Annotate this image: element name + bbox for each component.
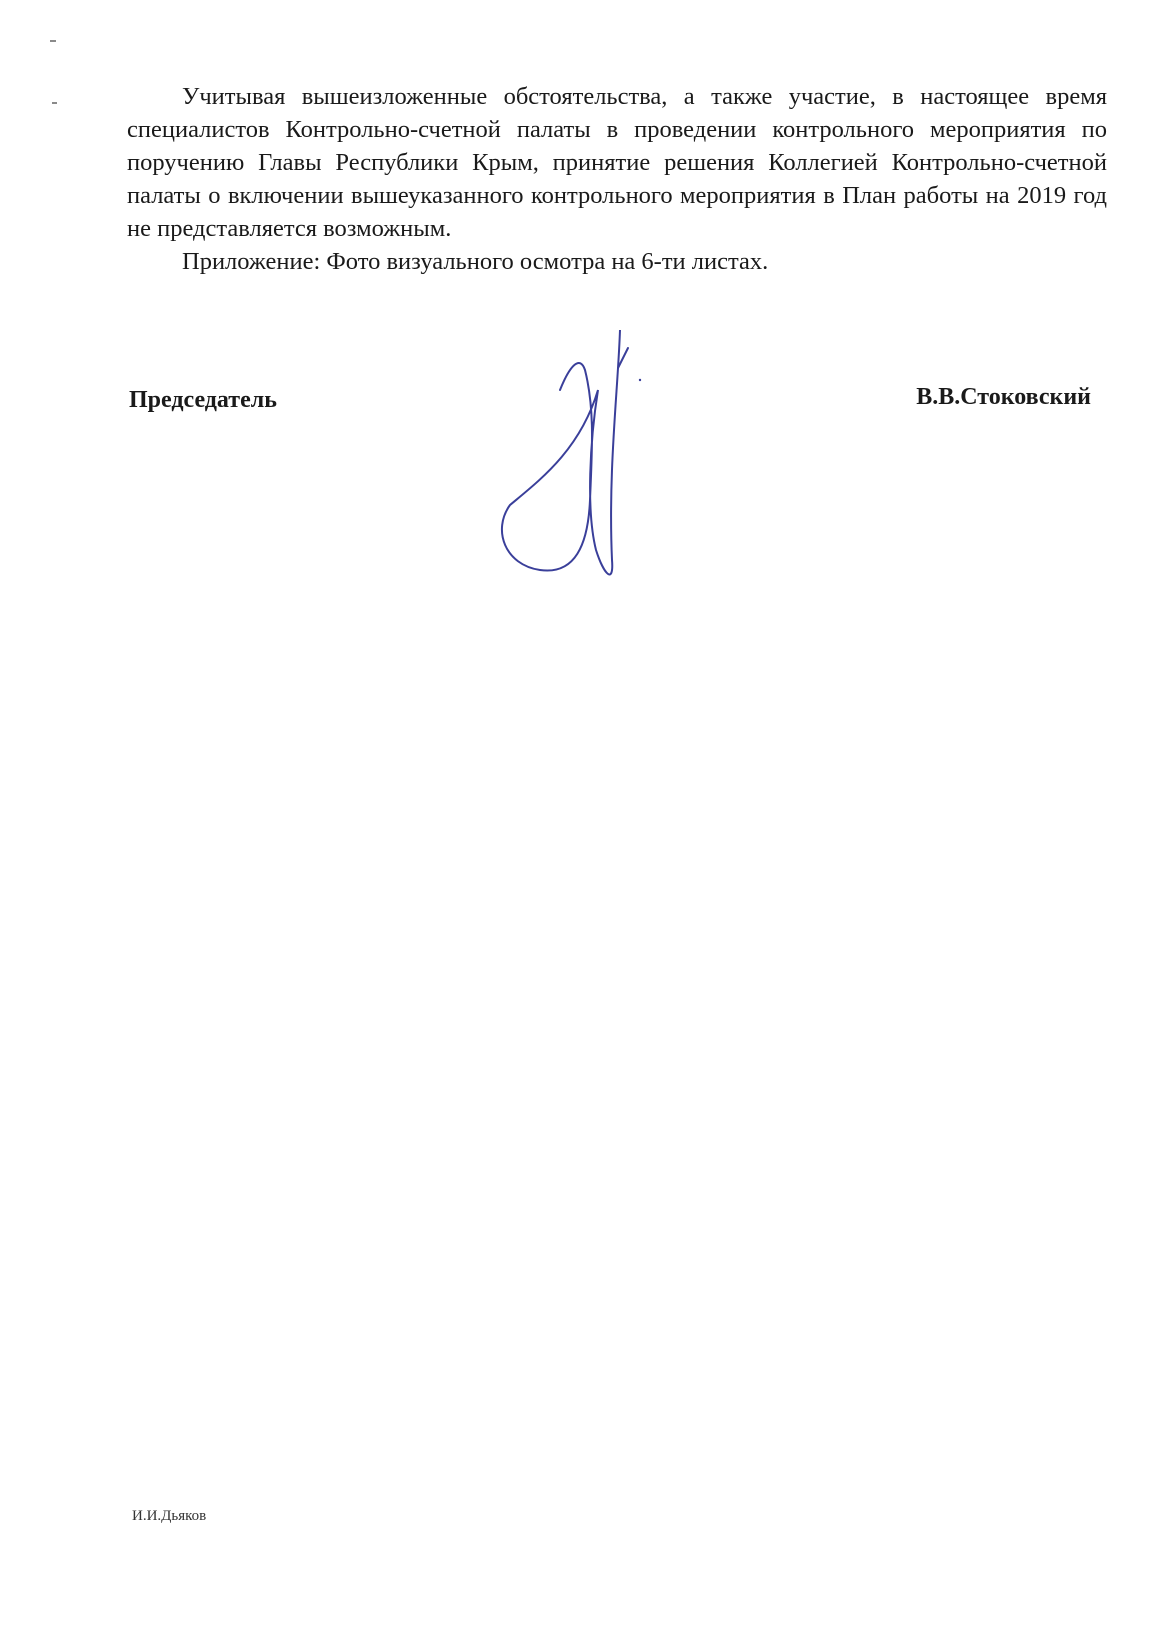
paragraph-main: Учитывая вышеизложенные обстоятельства, а также участие, в настоящее время специалистов Контрольно-счетной палаты в проведении контрольного мероприятия по поручению Главы Республики Крым, принятие решения Коллегией Контрольно-счетной палаты о включении вышеуказанного контрольного мероприятия в План работы на 2019 год не представляется возможным. — [127, 83, 1107, 242]
paragraph-attachment: Приложение: Фото визуального осмотра на 6-ти листах. — [182, 248, 769, 275]
signatory-title: Председатель — [129, 387, 277, 413]
document-body — [127, 80, 1107, 278]
scan-speck — [50, 40, 56, 42]
signature-image — [500, 330, 670, 600]
signature-dot — [639, 379, 641, 381]
signature-stroke — [502, 330, 620, 574]
signatory-name: В.В.Стоковский — [916, 384, 1091, 410]
executor-name: И.И.Дьяков — [132, 1508, 207, 1524]
scan-speck — [52, 102, 57, 104]
